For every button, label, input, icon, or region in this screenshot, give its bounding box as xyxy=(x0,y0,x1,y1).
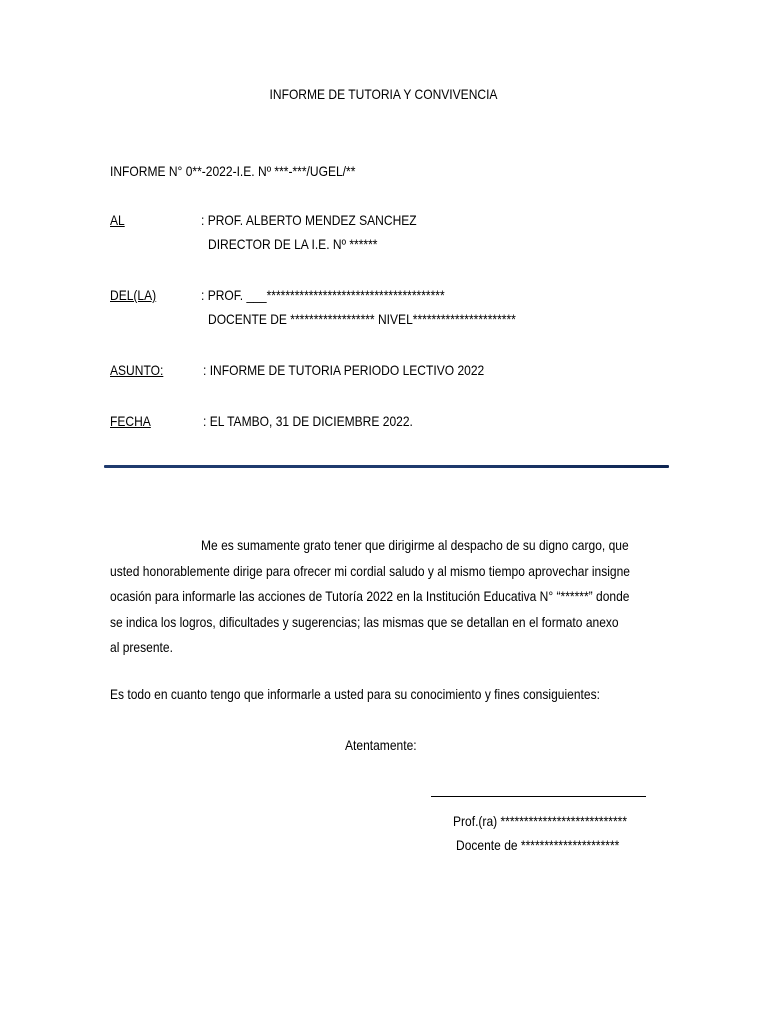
fecha-value: : EL TAMBO, 31 DE DICIEMBRE 2022. xyxy=(203,413,413,429)
asunto-value: : INFORME DE TUTORIA PERIODO LECTIVO 2022 xyxy=(203,362,485,378)
al-value-line2: DIRECTOR DE LA I.E. Nº ****** xyxy=(208,236,378,252)
signature-line xyxy=(431,796,646,797)
body-line-5: al presente. xyxy=(110,639,173,656)
separator-line xyxy=(104,465,669,468)
signature-role: Docente de ********************* xyxy=(456,837,620,853)
body-line-1: Me es sumamente grato tener que dirigirme al despacho de su digno cargo, que xyxy=(201,537,629,553)
body-line-2: usted honorablemente dirige para ofrecer mi cordial saludo y al mismo tiempo aprovechar insigne xyxy=(110,562,631,579)
del-value-line1: : PROF. ___************************************** xyxy=(201,287,445,303)
body-paragraph-1 xyxy=(110,533,658,661)
al-label: AL xyxy=(110,212,125,228)
del-value-line2: DOCENTE DE ****************** NIVEL********************** xyxy=(208,311,516,327)
body-paragraph-2: Es todo en cuanto tengo que informarle a usted para su conocimiento y fines consiguientes: xyxy=(110,686,600,702)
body-line-3: ocasión para informarle las acciones de Tutoría 2022 en la Institución Educativa N° “******” donde xyxy=(110,588,630,605)
closing-text: Atentamente: xyxy=(345,737,417,753)
fecha-label: FECHA xyxy=(110,413,151,429)
body-line-4: se indica los logros, dificultades y sugerencias; las mismas que se detallan en el formato anexo xyxy=(110,613,619,630)
al-value-line1: : PROF. ALBERTO MENDEZ SANCHEZ xyxy=(201,212,417,228)
report-number: INFORME N° 0**-2022-I.E. Nº ***-***/UGEL/** xyxy=(110,163,356,179)
asunto-label: ASUNTO: xyxy=(110,362,164,378)
signature-name: Prof.(ra) *************************** xyxy=(453,813,628,829)
del-label: DEL(LA) xyxy=(110,287,157,303)
document-title: INFORME DE TUTORIA Y CONVIVENCIA xyxy=(270,86,498,102)
